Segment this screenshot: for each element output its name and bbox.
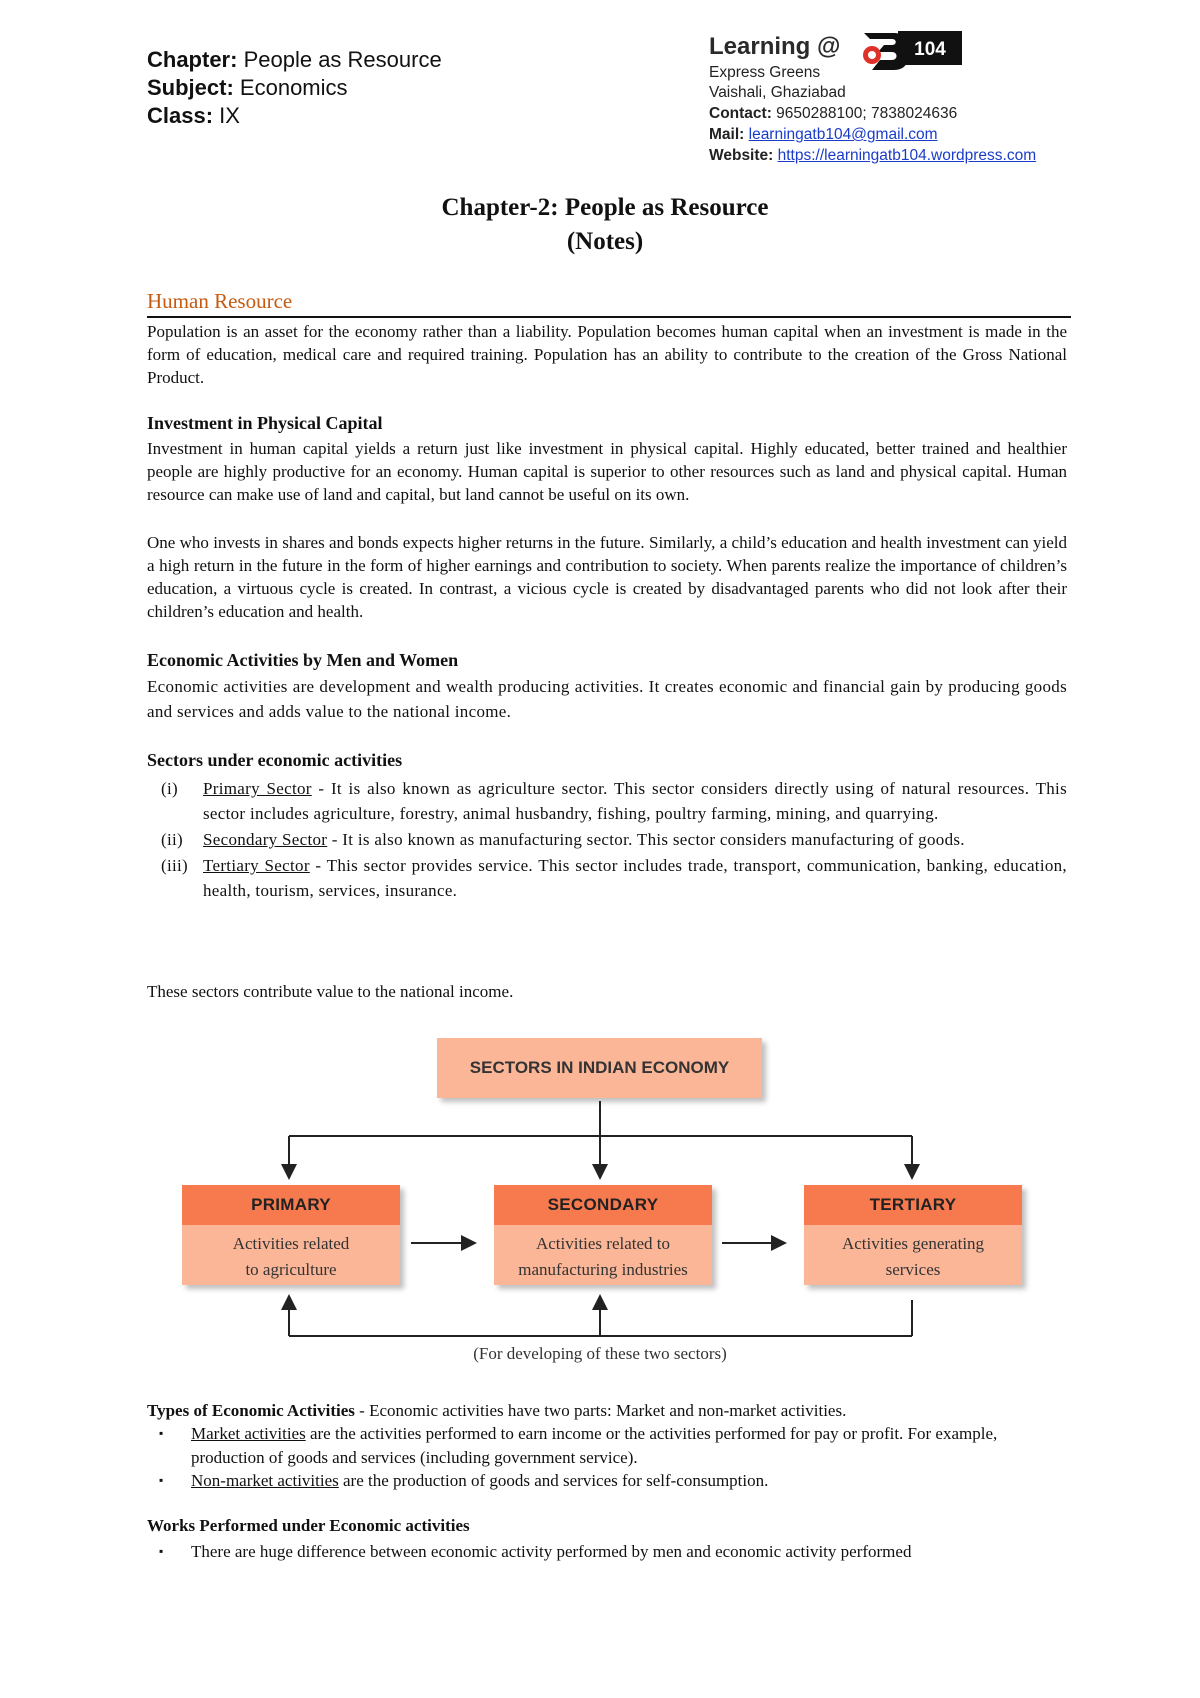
bullet-icon: ▪	[159, 1544, 164, 1558]
diagram-box-title: PRIMARY	[182, 1185, 400, 1225]
diagram-box-title: TERTIARY	[804, 1185, 1022, 1225]
desc-market: are the activities performed to earn income or the activities performed for pay or profit. For example, production of goods and services (including government service).	[191, 1424, 998, 1467]
chapter-value: People as Resource	[243, 47, 442, 72]
list-item	[147, 1422, 1067, 1469]
desc-non-market: are the production of goods and services for self-consumption.	[338, 1471, 769, 1490]
list-number: (i)	[161, 779, 178, 798]
term-market: Market activities	[191, 1424, 306, 1443]
diagram-box-text: Activities related	[232, 1234, 350, 1253]
list-item	[147, 1469, 1067, 1493]
diagram-box-secondary	[494, 1185, 712, 1285]
bullet-icon: ▪	[159, 1473, 164, 1487]
brand-logo-number: 104	[914, 39, 946, 60]
bullet-icon: ▪	[159, 1426, 164, 1440]
section-heading-human-resource: Human Resource	[147, 289, 1071, 318]
sector-desc-secondary: - It is also known as manufacturing sector. This sector considers manufacturing of goods.	[327, 830, 965, 849]
heading-types: Types of Economic Activities	[147, 1401, 355, 1420]
types-intro: - Economic activities have two parts: Market and non-market activities.	[354, 1401, 847, 1420]
website-label: Website:	[709, 147, 774, 164]
class-label: Class:	[147, 103, 214, 128]
subject-value: Economics	[239, 75, 348, 100]
mail-label: Mail:	[709, 126, 745, 143]
works-item-text: There are huge difference between economic activity performed by men and economic activity performed	[191, 1542, 912, 1561]
diagram-box-title: SECONDARY	[494, 1185, 712, 1225]
brand-title: Learning @	[709, 33, 841, 60]
diagram-box-tertiary	[804, 1185, 1022, 1285]
contact-value: 9650288100; 7838024636	[776, 105, 958, 122]
term-non-market: Non-market activities	[191, 1471, 339, 1490]
list-item	[147, 1540, 1067, 1564]
chapter-label: Chapter:	[147, 47, 238, 72]
paragraph-economic-activities: Economic activities are development and wealth producing activities. It creates economic and financial gain by producing goods and services and adds value to the national income.	[147, 677, 1067, 721]
works-list	[147, 1540, 1067, 1564]
list-number: (ii)	[161, 830, 183, 849]
website-link[interactable]: https://learningatb104.wordpress.com	[777, 147, 1037, 164]
class-value: IX	[219, 103, 240, 128]
sector-name-tertiary: Tertiary Sector	[203, 856, 310, 875]
paragraph-sectors-footer: These sectors contribute value to the national income.	[147, 982, 514, 1001]
diagram-box-text: to agriculture	[245, 1260, 337, 1279]
list-number: (iii)	[161, 856, 188, 875]
diagram-box-text: manufacturing industries	[518, 1260, 688, 1279]
paragraph-physical-capital-1: Investment in human capital yields a return just like investment in physical capital. Highly educated, better trained and healthier people are highly productive for an economy. Human capital is superior to other resources such as land and physical capital. Human resource can make use of land and capital, but land cannot be useful on its own.	[147, 439, 1067, 504]
subject-label: Subject:	[147, 75, 234, 100]
sector-desc-tertiary: - This sector provides service. This sector includes trade, transport, communication, banking, education, health, tourism, services, insurance.	[203, 856, 1067, 900]
diagram-box-primary	[182, 1185, 400, 1285]
sector-desc-primary: - It is also known as agriculture sector. This sector considers directly using of natural resources. This sector includes agriculture, forestry, animal husbandry, fishing, poultry farming, mining, and quarrying.	[203, 779, 1067, 823]
types-line	[147, 1399, 1067, 1422]
sector-name-secondary: Secondary Sector	[203, 830, 328, 849]
heading-physical-capital: Investment in Physical Capital	[147, 413, 383, 433]
mail-link[interactable]: learningatb104@gmail.com	[748, 126, 938, 143]
heading-works: Works Performed under Economic activities	[147, 1516, 470, 1535]
page-subtitle: (Notes)	[566, 228, 644, 255]
types-list	[147, 1422, 1067, 1493]
diagram-box-text: Activities related to	[535, 1234, 671, 1253]
diagram-top-box: SECTORS IN INDIAN ECONOMY	[437, 1038, 762, 1098]
paragraph-human-resource: Population is an asset for the economy rather than a liability. Population becomes human capital when an investment is made in the form of education, medical care and required training. Population has an ability to contribute to the creation of the Gross National Product.	[147, 322, 1067, 387]
contact-label: Contact:	[709, 105, 772, 122]
diagram-box-text: Activities generating	[841, 1234, 985, 1253]
diagram-box-text: services	[885, 1260, 941, 1279]
diagram-caption: (For developing of these two sectors)	[473, 1344, 727, 1363]
sector-name-primary: Primary Sector	[203, 779, 312, 798]
paragraph-physical-capital-2: One who invests in shares and bonds expects higher returns in the future. Similarly, a child’s education and health investment can yield a high return in the future in the form of higher earnings and contribution to society. When parents realize the importance of children’s education, a virtuous cycle is created. In contrast, a vicious cycle is created by disadvantaged parents who did not look after their children’s education and health.	[147, 533, 1067, 621]
heading-economic-activities: Economic Activities by Men and Women	[147, 650, 459, 670]
heading-sectors: Sectors under economic activities	[147, 750, 403, 770]
address-line2: Vaishali, Ghaziabad	[709, 84, 846, 101]
page-title: Chapter-2: People as Resource	[441, 194, 769, 221]
address-line1: Express Greens	[709, 64, 821, 81]
